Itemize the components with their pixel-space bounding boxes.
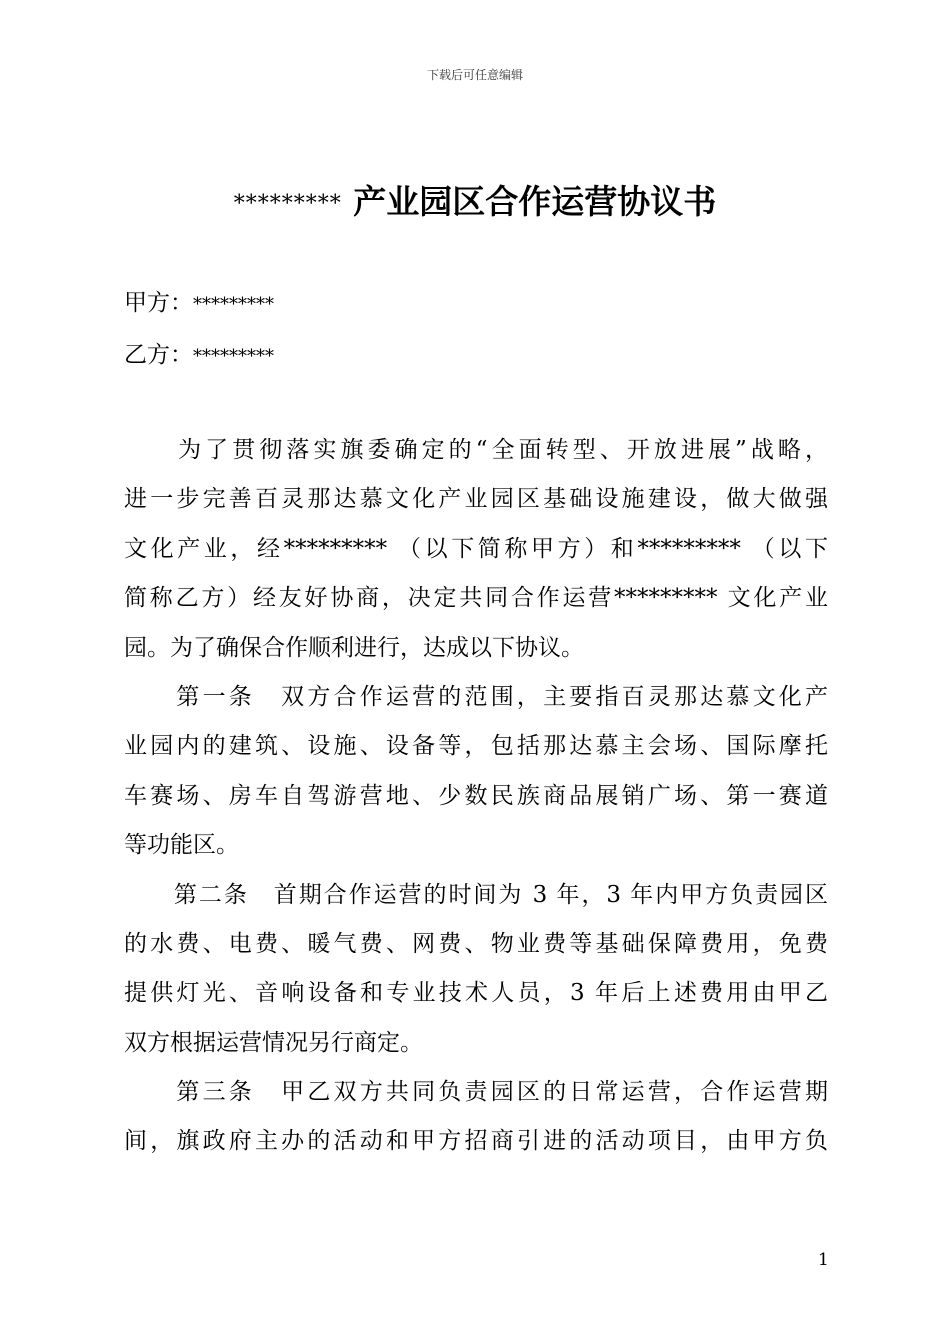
page-header: 下载后可任意编辑 — [426, 68, 523, 82]
body-line: 进一步完善百灵那达慕文化产业园区基础设施建设，做大做强 — [124, 486, 828, 513]
agreement-body — [124, 426, 828, 1167]
title-prefix: ********* — [233, 191, 342, 217]
body-line: 文化产业，经********* （以下简称甲方）和********* （以下 — [124, 535, 828, 562]
body-line: 的水费、电费、暖气费、网费、物业费等基础保障费用，免费 — [124, 930, 828, 957]
body-line: 车赛场、房车自驾游营地、少数民族商品展销广场、第一赛道 — [124, 782, 828, 809]
body-line: 提供灯光、音响设备和专业技术人员，3 年后上述费用由甲乙 — [124, 980, 828, 1007]
body-line: 简称乙方）经友好协商，决定共同合作运营********* 文化产业 — [124, 585, 828, 612]
body-line: 第三条 甲乙双方共同负责园区的日常运营，合作运营期 — [124, 1079, 828, 1106]
body-line: 等功能区。 — [124, 832, 239, 859]
body-line: 间，旗政府主办的活动和甲方招商引进的活动项目，由甲方负 — [124, 1128, 828, 1155]
party-b-value: ********* — [193, 346, 274, 367]
page-number: 1 — [818, 1250, 829, 1270]
body-line: 为了贯彻落实旗委确定的“全面转型、开放进展”战略， — [124, 437, 828, 463]
body-line: 双方根据运营情况另行商定。 — [124, 1029, 423, 1056]
title-main: 产业园区合作运营协议书 — [353, 182, 717, 221]
body-line: 第二条 首期合作运营的时间为 3 年，3 年内甲方负责园区 — [124, 881, 828, 908]
body-line: 第一条 双方合作运营的范围，主要指百灵那达慕文化产 — [124, 683, 828, 710]
party-a-value: ********* — [193, 294, 274, 315]
party-b-label: 乙方： — [124, 342, 193, 368]
body-line: 业园内的建筑、设施、设备等，包括那达慕主会场、国际摩托 — [124, 733, 828, 760]
document-title — [0, 176, 950, 223]
party-a — [124, 284, 274, 317]
party-a-label: 甲方： — [124, 290, 193, 316]
body-line: 园。为了确保合作顺利进行，达成以下协议。 — [124, 634, 584, 661]
party-b — [124, 336, 274, 369]
